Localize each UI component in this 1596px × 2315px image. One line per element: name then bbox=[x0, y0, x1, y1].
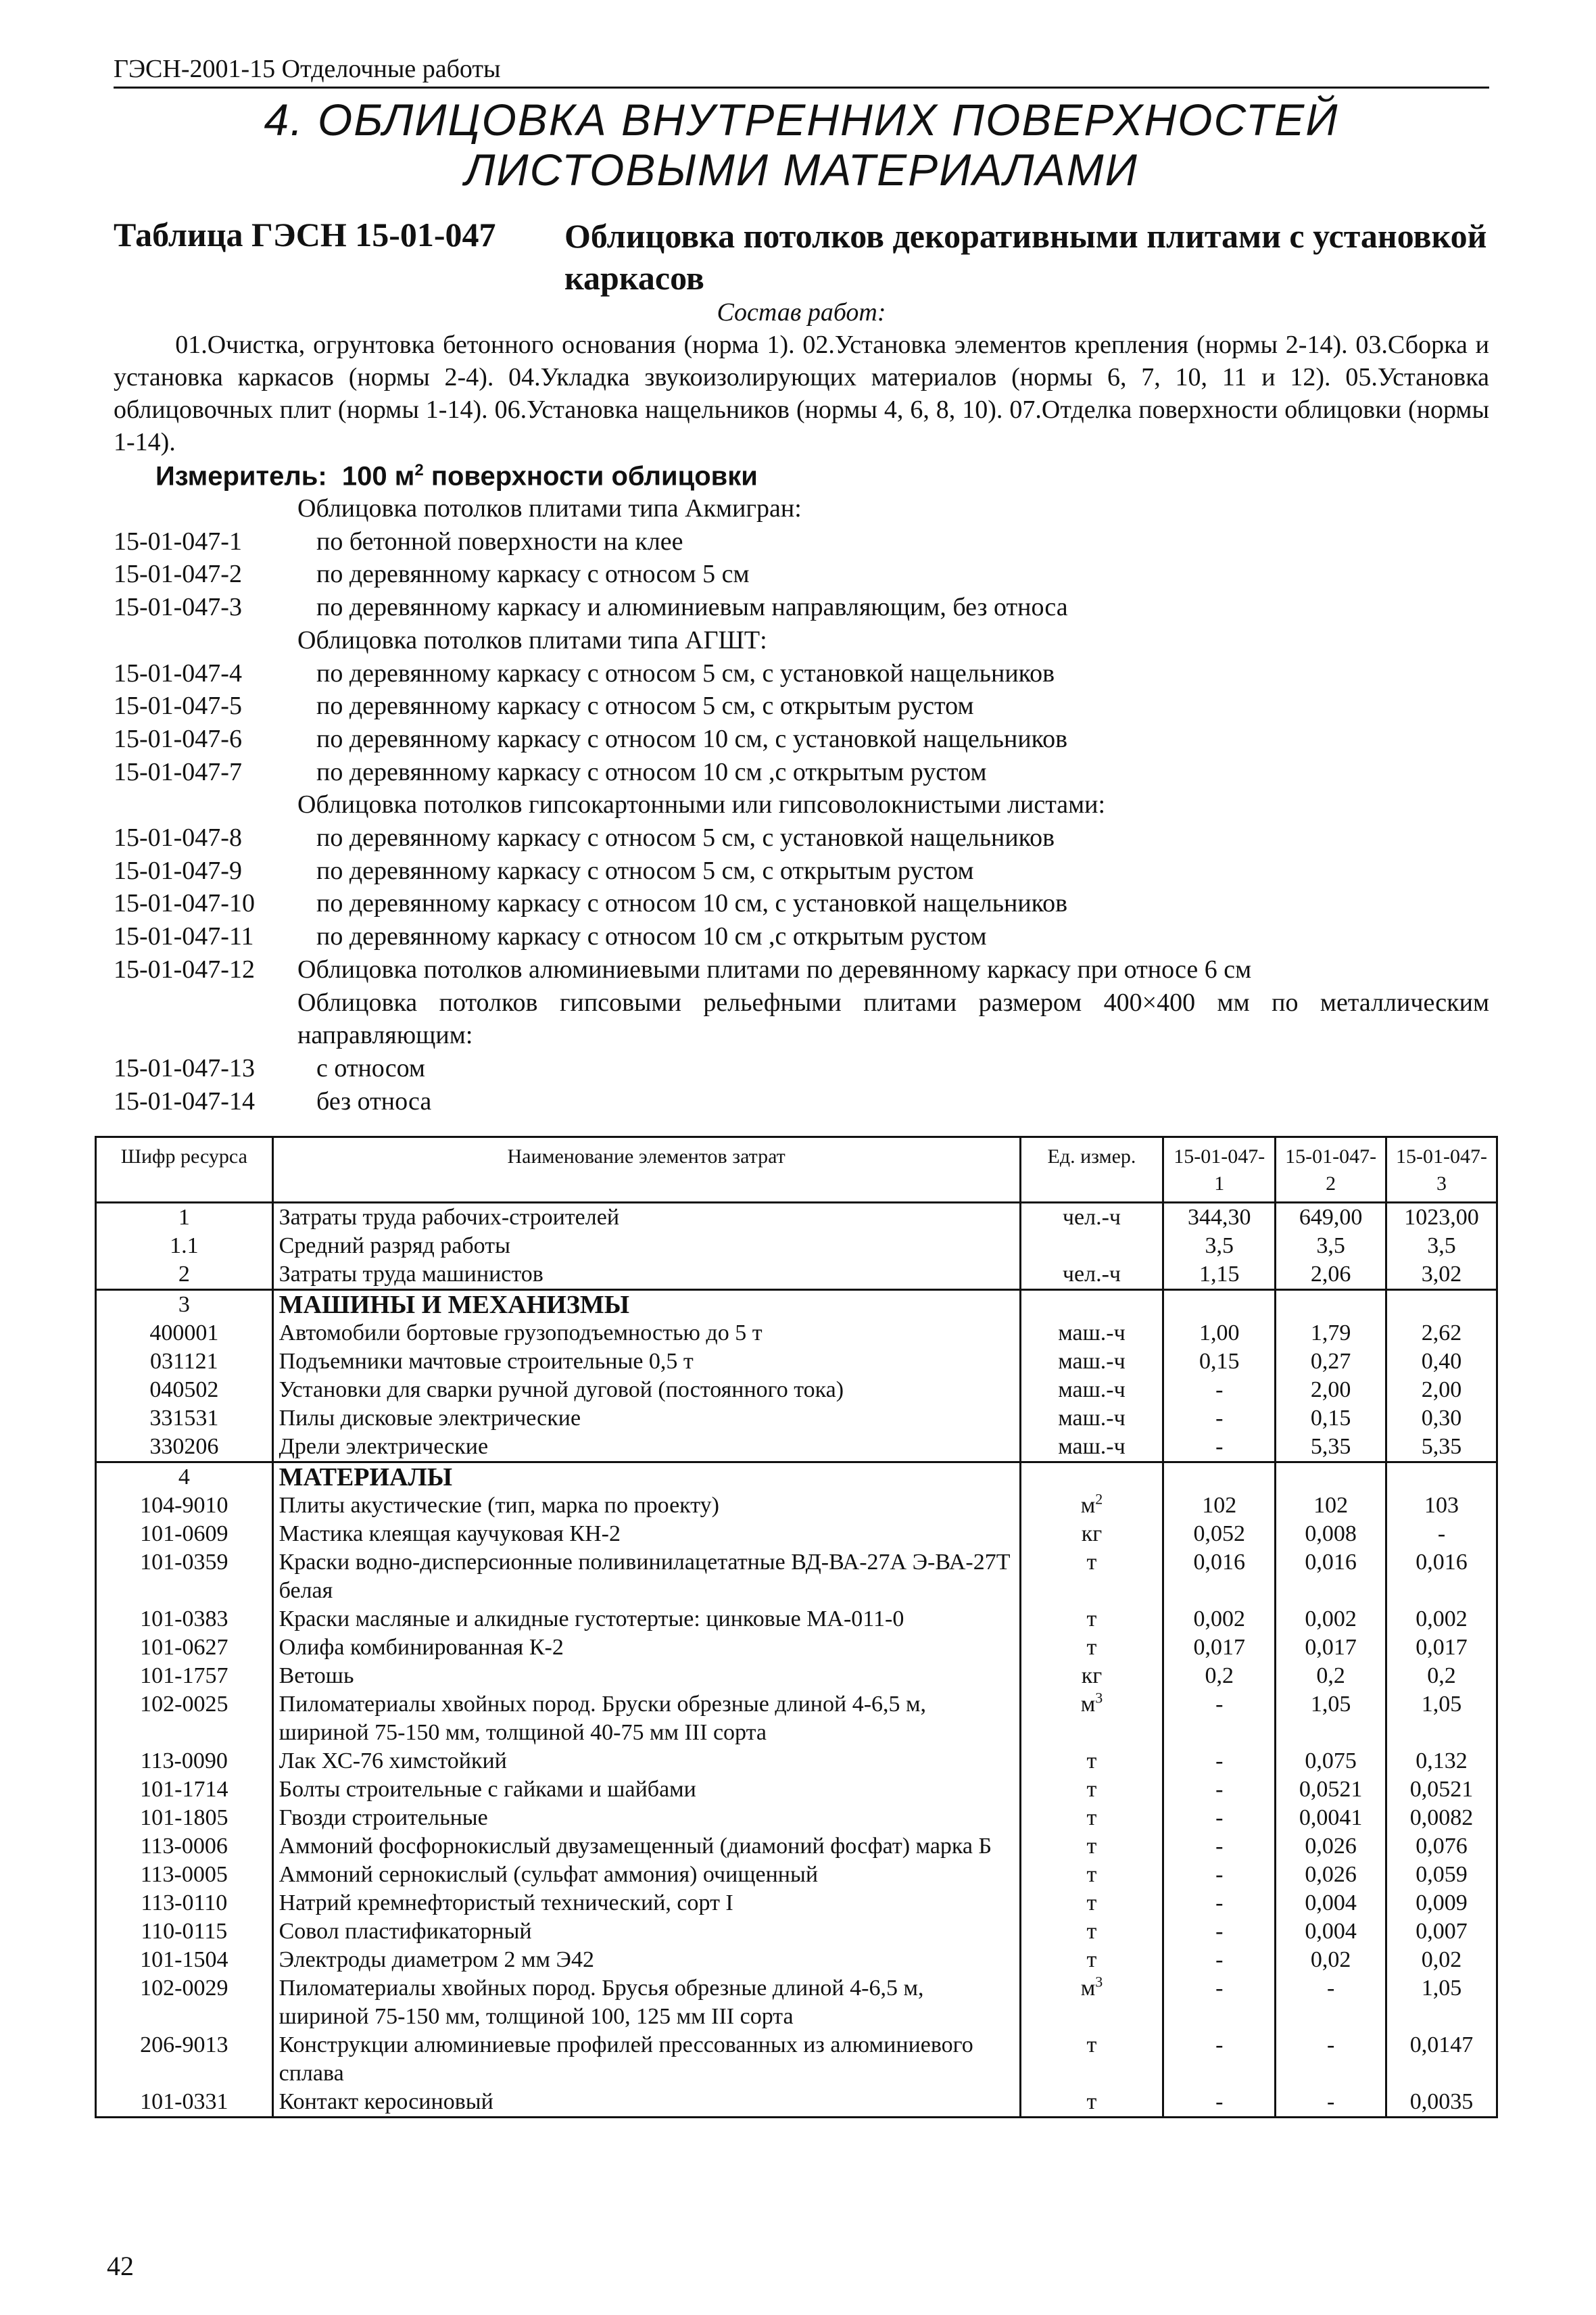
norm-row bbox=[114, 953, 1489, 986]
resource-table bbox=[95, 1136, 1498, 2118]
resource-name: Олифа комбинированная К-2 bbox=[272, 1633, 1020, 1662]
norm-code: 15-01-047-6 bbox=[114, 724, 242, 753]
norm-description: по бетонной поверхности на клее bbox=[316, 527, 683, 556]
value-norm-3: 0,0147 bbox=[1386, 2031, 1497, 2088]
norm-description: Облицовка потолков плитами типа Акмигран: bbox=[297, 494, 802, 523]
value-norm-1: - bbox=[1163, 1775, 1276, 1804]
value-norm-1: - bbox=[1163, 1917, 1276, 1946]
resource-unit bbox=[1020, 1690, 1163, 1747]
value-norm-3: 2,62 bbox=[1386, 1319, 1497, 1347]
measure-value: 100 м bbox=[341, 461, 415, 492]
header-unit: Ед. измер. bbox=[1020, 1137, 1163, 1203]
table-row bbox=[96, 1690, 1497, 1747]
resource-name: Болты строительные с гайками и шайбами bbox=[272, 1775, 1020, 1804]
resource-unit: т bbox=[1020, 1889, 1163, 1917]
resource-code: 2 bbox=[96, 1260, 273, 1290]
value-norm-2: 649,00 bbox=[1276, 1203, 1386, 1233]
value-norm-1: - bbox=[1163, 1946, 1276, 1974]
resource-code: 102-0025 bbox=[96, 1690, 273, 1747]
table-row bbox=[96, 1548, 1497, 1605]
resource-code: 101-0331 bbox=[96, 2088, 273, 2118]
norm-description: по деревянному каркасу с относом 5 см bbox=[316, 560, 750, 589]
measure-sup: 2 bbox=[414, 461, 424, 479]
resource-code: 110-0115 bbox=[96, 1917, 273, 1946]
value-norm-2: 102 bbox=[1276, 1491, 1386, 1520]
norm-code: 15-01-047-2 bbox=[114, 560, 242, 589]
value-norm-2: 0,026 bbox=[1276, 1861, 1386, 1889]
table-row bbox=[96, 1633, 1497, 1662]
resource-code: 1 bbox=[96, 1203, 273, 1233]
value-norm-2: 0,026 bbox=[1276, 1832, 1386, 1861]
value-norm-1: - bbox=[1163, 1832, 1276, 1861]
value-norm-2: 0,017 bbox=[1276, 1633, 1386, 1662]
value-norm-3: 0,0035 bbox=[1386, 2088, 1497, 2118]
resource-name: Краски масляные и алкидные густотертые: цинковые МА-011-0 bbox=[272, 1605, 1020, 1633]
value-norm-1: 1,15 bbox=[1163, 1260, 1276, 1290]
value-norm-2: - bbox=[1276, 2031, 1386, 2088]
table-row bbox=[96, 1232, 1497, 1260]
value-norm-3: 0,002 bbox=[1386, 1605, 1497, 1633]
resource-code: 101-1757 bbox=[96, 1662, 273, 1690]
norm-code: 15-01-047-3 bbox=[114, 593, 242, 622]
unit-exponent: 3 bbox=[1095, 1973, 1103, 1990]
resource-name: Мастика клеящая каучуковая КН-2 bbox=[272, 1520, 1020, 1548]
resource-unit: т bbox=[1020, 1861, 1163, 1889]
resource-code: 031121 bbox=[96, 1347, 273, 1376]
norm-row bbox=[114, 821, 1489, 855]
value-norm-3: 0,40 bbox=[1386, 1347, 1497, 1376]
resource-code: 206-9013 bbox=[96, 2031, 273, 2088]
resource-unit bbox=[1020, 1462, 1163, 1492]
resource-name: Установки для сварки ручной дуговой (постоянного тока) bbox=[272, 1376, 1020, 1404]
norm-code: 15-01-047-4 bbox=[114, 659, 242, 688]
resource-name: Средний разряд работы bbox=[272, 1232, 1020, 1260]
table-row bbox=[96, 1917, 1497, 1946]
resource-code: 101-1714 bbox=[96, 1775, 273, 1804]
table-section-row bbox=[96, 1462, 1497, 1492]
value-norm-2 bbox=[1276, 1290, 1386, 1320]
table-row bbox=[96, 1319, 1497, 1347]
header-name: Наименование элементов затрат bbox=[272, 1137, 1020, 1203]
table-row bbox=[96, 1203, 1497, 1233]
value-norm-2: 0,15 bbox=[1276, 1404, 1386, 1433]
value-norm-2: 0,2 bbox=[1276, 1662, 1386, 1690]
table-row bbox=[96, 1974, 1497, 2031]
norm-row bbox=[114, 624, 1489, 657]
resource-name: Пиломатериалы хвойных пород. Бруски обрезные длиной 4-6,5 м, шириной 75-150 мм, толщиной 40-75 мм III сорта bbox=[272, 1690, 1020, 1747]
resource-name: МАШИНЫ И МЕХАНИЗМЫ bbox=[272, 1290, 1020, 1320]
resource-name: Затраты труда рабочих-строителей bbox=[272, 1203, 1020, 1233]
value-norm-3 bbox=[1386, 1290, 1497, 1320]
resource-name: Лак ХС-76 химстойкий bbox=[272, 1747, 1020, 1775]
resource-name: Краски водно-дисперсионные поливинилацетатные ВД-ВА-27А Э-ВА-27Т белая bbox=[272, 1548, 1020, 1605]
resource-unit: маш.-ч bbox=[1020, 1404, 1163, 1433]
table-section-row bbox=[96, 1290, 1497, 1320]
norm-row bbox=[114, 558, 1489, 591]
resource-unit bbox=[1020, 1974, 1163, 2031]
value-norm-1: 0,016 bbox=[1163, 1548, 1276, 1605]
section-title: 4. ОБЛИЦОВКА ВНУТРЕННИХ ПОВЕРХНОСТЕЙ ЛИСТОВЫМИ МАТЕРИАЛАМИ bbox=[264, 95, 1339, 195]
resource-name: Аммоний сернокислый (сульфат аммония) очищенный bbox=[272, 1861, 1020, 1889]
resource-unit: маш.-ч bbox=[1020, 1433, 1163, 1462]
resource-name: Контакт керосиновый bbox=[272, 2088, 1020, 2118]
table-row bbox=[96, 1491, 1497, 1520]
value-norm-2: 0,27 bbox=[1276, 1347, 1386, 1376]
resource-name: Пилы дисковые электрические bbox=[272, 1404, 1020, 1433]
value-norm-2: 5,35 bbox=[1276, 1433, 1386, 1462]
table-row bbox=[96, 1662, 1497, 1690]
norm-row bbox=[114, 525, 1489, 558]
value-norm-2: 0,004 bbox=[1276, 1889, 1386, 1917]
norm-row bbox=[114, 855, 1489, 888]
resource-code: 113-0005 bbox=[96, 1861, 273, 1889]
norm-description: по деревянному каркасу с относом 10 см ,с открытым рустом bbox=[316, 757, 987, 786]
table-row bbox=[96, 2031, 1497, 2088]
norm-row bbox=[114, 591, 1489, 624]
resource-unit: т bbox=[1020, 2088, 1163, 2118]
value-norm-3: 1,05 bbox=[1386, 1974, 1497, 2031]
resource-name: Гвозди строительные bbox=[272, 1804, 1020, 1832]
resource-unit: т bbox=[1020, 1605, 1163, 1633]
value-norm-2: 0,0521 bbox=[1276, 1775, 1386, 1804]
value-norm-2: 2,06 bbox=[1276, 1260, 1386, 1290]
resource-code: 101-1805 bbox=[96, 1804, 273, 1832]
table-header-row bbox=[96, 1137, 1497, 1203]
value-norm-1: - bbox=[1163, 2088, 1276, 2118]
resource-unit: т bbox=[1020, 1548, 1163, 1605]
value-norm-1: - bbox=[1163, 1861, 1276, 1889]
measure-tail: поверхности облицовки bbox=[423, 461, 758, 492]
norm-list bbox=[114, 492, 1489, 1118]
value-norm-2: 1,05 bbox=[1276, 1690, 1386, 1747]
norm-description: без относа bbox=[316, 1087, 432, 1116]
value-norm-1 bbox=[1163, 1290, 1276, 1320]
value-norm-1: - bbox=[1163, 2031, 1276, 2088]
norm-row bbox=[114, 756, 1489, 789]
value-norm-1: 0,002 bbox=[1163, 1605, 1276, 1633]
resource-name: Затраты труда машинистов bbox=[272, 1260, 1020, 1290]
value-norm-2: 0,02 bbox=[1276, 1946, 1386, 1974]
unit-base: м bbox=[1080, 1692, 1096, 1717]
resource-code: 113-0110 bbox=[96, 1889, 273, 1917]
value-norm-1: 102 bbox=[1163, 1491, 1276, 1520]
value-norm-1: 1,00 bbox=[1163, 1319, 1276, 1347]
measure-label: Измеритель: bbox=[155, 461, 327, 492]
resource-unit: кг bbox=[1020, 1520, 1163, 1548]
resource-name: Плиты акустические (тип, марка по проекту) bbox=[272, 1491, 1020, 1520]
resource-code: 331531 bbox=[96, 1404, 273, 1433]
table-row bbox=[96, 1747, 1497, 1775]
value-norm-1: 3,5 bbox=[1163, 1232, 1276, 1260]
value-norm-3: 0,016 bbox=[1386, 1548, 1497, 1605]
table-body bbox=[96, 1203, 1497, 2118]
table-row bbox=[96, 1804, 1497, 1832]
resource-code: 1.1 bbox=[96, 1232, 273, 1260]
norm-row bbox=[114, 788, 1489, 821]
resource-name: Подъемники мачтовые строительные 0,5 т bbox=[272, 1347, 1020, 1376]
resource-code: 113-0090 bbox=[96, 1747, 273, 1775]
table-row bbox=[96, 1260, 1497, 1290]
value-norm-2: 1,79 bbox=[1276, 1319, 1386, 1347]
value-norm-2: 0,0041 bbox=[1276, 1804, 1386, 1832]
value-norm-1: - bbox=[1163, 1690, 1276, 1747]
value-norm-1: - bbox=[1163, 1804, 1276, 1832]
header-norm-3: 15-01-047-3 bbox=[1386, 1137, 1497, 1203]
resource-unit: маш.-ч bbox=[1020, 1319, 1163, 1347]
resource-name: Дрели электрические bbox=[272, 1433, 1020, 1462]
value-norm-3: 2,00 bbox=[1386, 1376, 1497, 1404]
composition-text: 01.Очистка, огрунтовка бетонного основания (норма 1). 02.Установка элементов крепления (нормы 2-14). 03.Сборка и установка каркасов (нормы 2-4). 04.Укладка звукоизолирующих материалов (нормы 6, 7, 10, 11 и 12). 05.Установка облицовочных плит (нормы 1-14). 06.Установка нащельников (нормы 4, 6, 8, 10). 07.Отделка поверхности облицовки (нормы 1-14). bbox=[114, 331, 1489, 456]
value-norm-1 bbox=[1163, 1462, 1276, 1492]
table-row bbox=[96, 2088, 1497, 2118]
resource-unit: т bbox=[1020, 1917, 1163, 1946]
norm-code: 15-01-047-7 bbox=[114, 757, 242, 786]
norm-code bbox=[114, 788, 316, 821]
value-norm-1: 0,052 bbox=[1163, 1520, 1276, 1548]
table-row bbox=[96, 1404, 1497, 1433]
composition-title: Состав работ: bbox=[717, 298, 886, 327]
value-norm-1: 0,15 bbox=[1163, 1347, 1276, 1376]
value-norm-2: 2,00 bbox=[1276, 1376, 1386, 1404]
table-subject: Облицовка потолков декоративными плитами с установкой каркасов bbox=[564, 217, 1487, 297]
resource-code: 102-0029 bbox=[96, 1974, 273, 2031]
resource-code: 104-9010 bbox=[96, 1491, 273, 1520]
value-norm-1: 0,017 bbox=[1163, 1633, 1276, 1662]
value-norm-1: - bbox=[1163, 1376, 1276, 1404]
norm-description: по деревянному каркасу с относом 10 см, с установкой нащельников bbox=[316, 724, 1068, 753]
norm-description: Облицовка потолков гипсокартонными или гипсоволокнистыми листами: bbox=[297, 790, 1106, 819]
value-norm-3 bbox=[1386, 1462, 1497, 1492]
norm-code bbox=[114, 492, 316, 525]
table-row bbox=[96, 1433, 1497, 1462]
resource-unit: т bbox=[1020, 1747, 1163, 1775]
value-norm-1: 0,2 bbox=[1163, 1662, 1276, 1690]
norm-code: 15-01-047-1 bbox=[114, 527, 242, 556]
value-norm-3: 0,059 bbox=[1386, 1861, 1497, 1889]
table-row bbox=[96, 1832, 1497, 1861]
norm-code: 15-01-047-5 bbox=[114, 692, 242, 721]
table-row bbox=[96, 1775, 1497, 1804]
value-norm-3: 0,02 bbox=[1386, 1946, 1497, 1974]
table-row bbox=[96, 1861, 1497, 1889]
resource-unit: т bbox=[1020, 1633, 1163, 1662]
norm-code bbox=[114, 624, 316, 657]
value-norm-2 bbox=[1276, 1462, 1386, 1492]
resource-unit: маш.-ч bbox=[1020, 1376, 1163, 1404]
value-norm-1: - bbox=[1163, 1404, 1276, 1433]
resource-unit bbox=[1020, 1232, 1163, 1260]
resource-code: 040502 bbox=[96, 1376, 273, 1404]
value-norm-1: - bbox=[1163, 1433, 1276, 1462]
header-norm-2: 15-01-047-2 bbox=[1276, 1137, 1386, 1203]
resource-name: Ветошь bbox=[272, 1662, 1020, 1690]
resource-code: 101-1504 bbox=[96, 1946, 273, 1974]
resource-name: Совол пластификаторный bbox=[272, 1917, 1020, 1946]
norm-row bbox=[114, 690, 1489, 723]
norm-code: 15-01-047-12 bbox=[114, 955, 255, 984]
value-norm-1: 344,30 bbox=[1163, 1203, 1276, 1233]
value-norm-3: - bbox=[1386, 1520, 1497, 1548]
measure-line bbox=[155, 461, 758, 492]
value-norm-3: 103 bbox=[1386, 1491, 1497, 1520]
value-norm-3: 3,02 bbox=[1386, 1260, 1497, 1290]
table-row bbox=[96, 1347, 1497, 1376]
resource-code: 4 bbox=[96, 1462, 273, 1492]
page-number: 42 bbox=[107, 2251, 134, 2281]
value-norm-3: 0,076 bbox=[1386, 1832, 1497, 1861]
table-row bbox=[96, 1520, 1497, 1548]
resource-name: Автомобили бортовые грузоподъемностью до 5 т bbox=[272, 1319, 1020, 1347]
resource-code: 101-0383 bbox=[96, 1605, 273, 1633]
value-norm-3: 0,2 bbox=[1386, 1662, 1497, 1690]
norm-description: Облицовка потолков алюминиевыми плитами по деревянному каркасу при относе 6 см bbox=[297, 955, 1252, 984]
running-header: ГЭСН-2001-15 Отделочные работы bbox=[114, 55, 501, 83]
unit-exponent: 3 bbox=[1095, 1689, 1103, 1707]
resource-unit: т bbox=[1020, 2031, 1163, 2088]
norm-code bbox=[114, 986, 316, 1052]
unit-exponent: 2 bbox=[1095, 1490, 1103, 1508]
value-norm-3: 5,35 bbox=[1386, 1433, 1497, 1462]
resource-name: Электроды диаметром 2 мм Э42 bbox=[272, 1946, 1020, 1974]
norm-code: 15-01-047-8 bbox=[114, 824, 242, 853]
resource-name: Конструкции алюминиевые профилей прессованных из алюминиевого сплава bbox=[272, 2031, 1020, 2088]
resource-unit: т bbox=[1020, 1832, 1163, 1861]
norm-code: 15-01-047-11 bbox=[114, 922, 254, 951]
norm-description: по деревянному каркасу и алюминиевым направляющим, без относа bbox=[316, 593, 1068, 622]
header-rule bbox=[114, 87, 1489, 89]
norm-row bbox=[114, 657, 1489, 690]
table-row bbox=[96, 1605, 1497, 1633]
resource-code: 101-0359 bbox=[96, 1548, 273, 1605]
table-row bbox=[96, 1946, 1497, 1974]
unit-base: м bbox=[1080, 1493, 1096, 1518]
norm-description: по деревянному каркасу с относом 5 см, с установкой нащельников bbox=[316, 824, 1055, 853]
resource-unit: маш.-ч bbox=[1020, 1347, 1163, 1376]
resource-unit: т bbox=[1020, 1775, 1163, 1804]
norm-code: 15-01-047-10 bbox=[114, 889, 255, 918]
norm-code: 15-01-047-9 bbox=[114, 856, 242, 885]
value-norm-2: 0,075 bbox=[1276, 1747, 1386, 1775]
norm-description: по деревянному каркасу с относом 10 см, с установкой нащельников bbox=[316, 889, 1068, 918]
resource-unit bbox=[1020, 1290, 1163, 1320]
unit-base: м bbox=[1080, 1976, 1096, 2001]
value-norm-3: 1,05 bbox=[1386, 1690, 1497, 1747]
norm-description: по деревянному каркасу с относом 5 см, с открытым рустом bbox=[316, 692, 974, 721]
norm-row bbox=[114, 920, 1489, 953]
resource-code: 101-0627 bbox=[96, 1633, 273, 1662]
value-norm-3: 0,007 bbox=[1386, 1917, 1497, 1946]
norm-row bbox=[114, 1052, 1489, 1085]
norm-code: 15-01-047-13 bbox=[114, 1053, 255, 1082]
norm-description: по деревянному каркасу с относом 10 см ,с открытым рустом bbox=[316, 922, 987, 951]
resource-code: 330206 bbox=[96, 1433, 273, 1462]
resource-unit: т bbox=[1020, 1804, 1163, 1832]
resource-unit: чел.-ч bbox=[1020, 1260, 1163, 1290]
norm-description: Облицовка потолков гипсовыми рельефными плитами размером 400×400 мм по металлическим направляющим: bbox=[297, 988, 1489, 1050]
value-norm-3: 0,0082 bbox=[1386, 1804, 1497, 1832]
value-norm-3: 0,30 bbox=[1386, 1404, 1497, 1433]
value-norm-3: 0,009 bbox=[1386, 1889, 1497, 1917]
norm-row bbox=[114, 492, 1489, 525]
value-norm-2: 0,016 bbox=[1276, 1548, 1386, 1605]
value-norm-2: - bbox=[1276, 1974, 1386, 2031]
table-label: Таблица ГЭСН 15-01-047 bbox=[114, 216, 496, 254]
resource-code: 400001 bbox=[96, 1319, 273, 1347]
resource-name: Пиломатериалы хвойных пород. Брусья обрезные длиной 4-6,5 м, шириной 75-150 мм, толщиной 100, 125 мм III сорта bbox=[272, 1974, 1020, 2031]
value-norm-2: 0,002 bbox=[1276, 1605, 1386, 1633]
resource-unit: кг bbox=[1020, 1662, 1163, 1690]
resource-code: 101-0609 bbox=[96, 1520, 273, 1548]
norm-description: с относом bbox=[316, 1053, 425, 1082]
value-norm-1: - bbox=[1163, 1974, 1276, 2031]
resource-name: Аммоний фосфорнокислый двузамещенный (диамоний фосфат) марка Б bbox=[272, 1832, 1020, 1861]
value-norm-2: 0,004 bbox=[1276, 1917, 1386, 1946]
value-norm-2: - bbox=[1276, 2088, 1386, 2118]
value-norm-2: 0,008 bbox=[1276, 1520, 1386, 1548]
value-norm-3: 1023,00 bbox=[1386, 1203, 1497, 1233]
table-row bbox=[96, 1376, 1497, 1404]
resource-unit: чел.-ч bbox=[1020, 1203, 1163, 1233]
norm-description: по деревянному каркасу с относом 5 см, с открытым рустом bbox=[316, 856, 974, 885]
value-norm-3: 0,132 bbox=[1386, 1747, 1497, 1775]
resource-name: МАТЕРИАЛЫ bbox=[272, 1462, 1020, 1492]
resource-code: 113-0006 bbox=[96, 1832, 273, 1861]
value-norm-3: 0,017 bbox=[1386, 1633, 1497, 1662]
resource-unit bbox=[1020, 1491, 1163, 1520]
norm-code: 15-01-047-14 bbox=[114, 1087, 255, 1116]
value-norm-2: 3,5 bbox=[1276, 1232, 1386, 1260]
header-code: Шифр ресурса bbox=[96, 1137, 273, 1203]
norm-row bbox=[114, 723, 1489, 756]
resource-unit: т bbox=[1020, 1946, 1163, 1974]
value-norm-3: 0,0521 bbox=[1386, 1775, 1497, 1804]
value-norm-1: - bbox=[1163, 1747, 1276, 1775]
resource-code: 3 bbox=[96, 1290, 273, 1320]
norm-description: Облицовка потолков плитами типа АГШТ: bbox=[297, 625, 767, 654]
norm-row bbox=[114, 986, 1489, 1052]
header-norm-1: 15-01-047-1 bbox=[1163, 1137, 1276, 1203]
norm-row bbox=[114, 1085, 1489, 1118]
resource-name: Натрий кремнефтористый технический, сорт I bbox=[272, 1889, 1020, 1917]
value-norm-3: 3,5 bbox=[1386, 1232, 1497, 1260]
value-norm-1: - bbox=[1163, 1889, 1276, 1917]
norm-row bbox=[114, 887, 1489, 920]
norm-description: по деревянному каркасу с относом 5 см, с установкой нащельников bbox=[316, 659, 1055, 688]
table-row bbox=[96, 1889, 1497, 1917]
